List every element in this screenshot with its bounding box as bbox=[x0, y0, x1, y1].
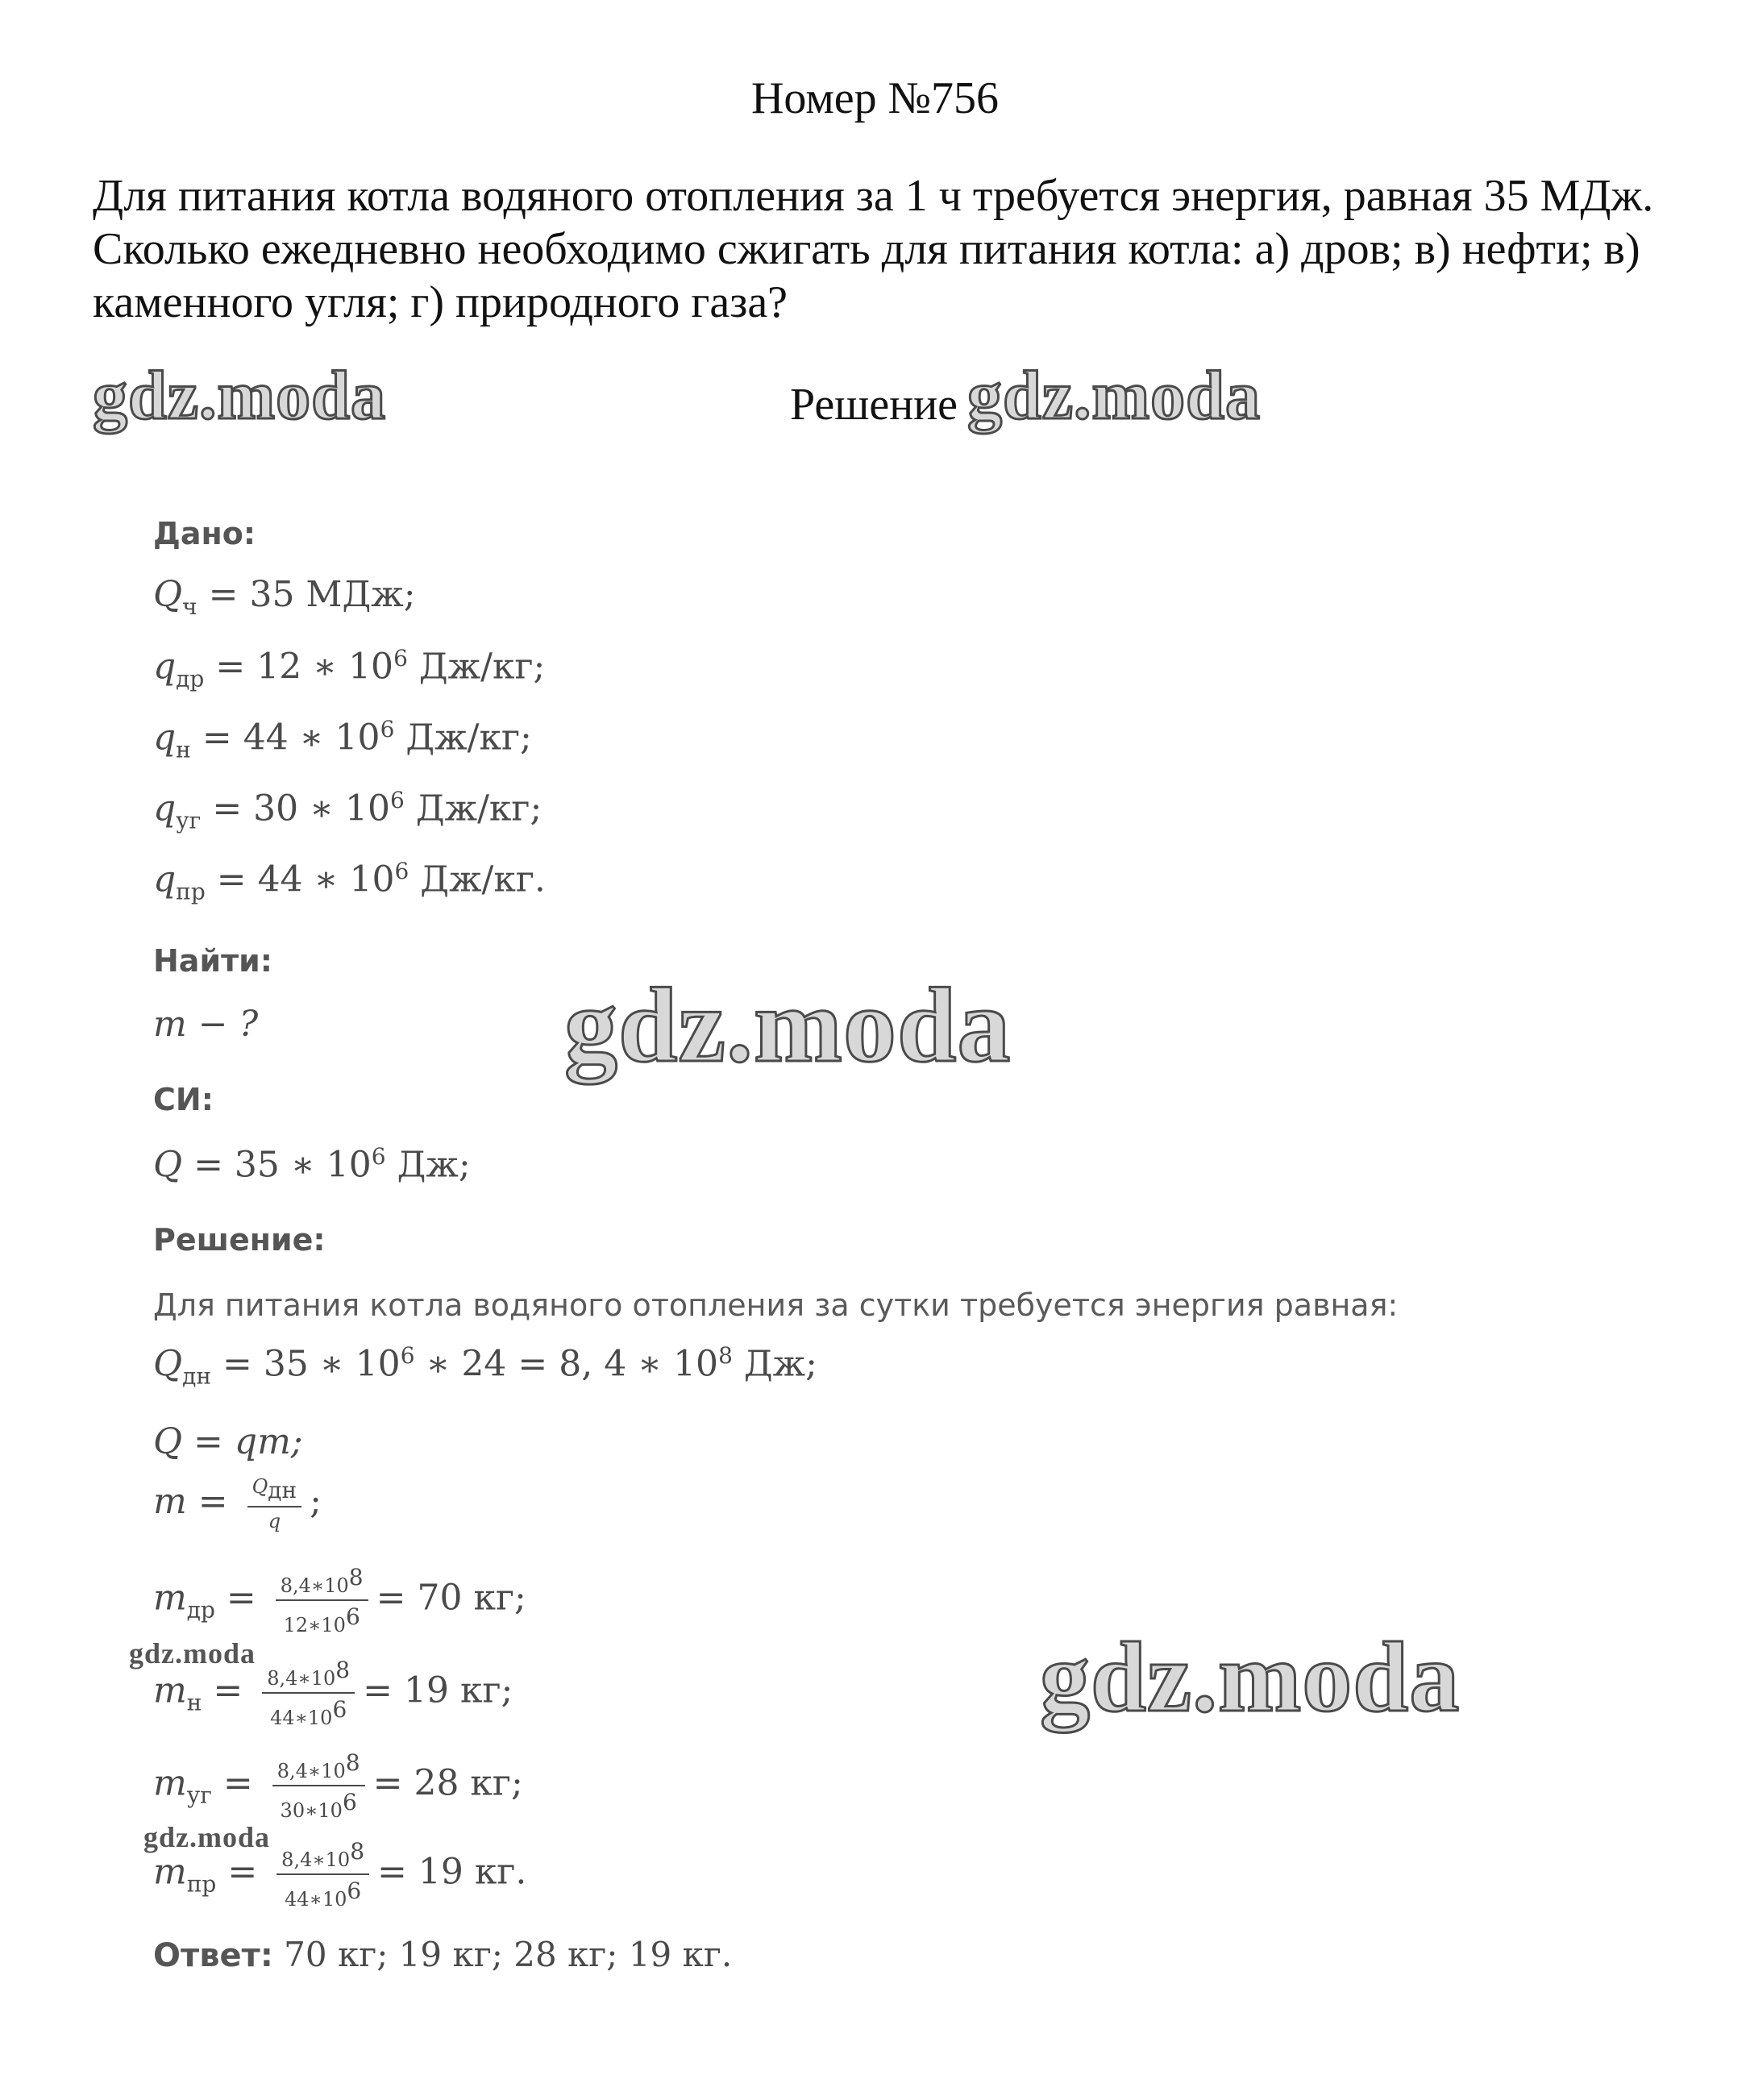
watermark-small: gdz.moda bbox=[143, 1821, 271, 1853]
given-q-oil: $q_н = 44$ ∗ $10^6$ Дж/кг; bbox=[153, 716, 532, 763]
m-coal: $m_{уг}$ = $\frac{8,4∗10^8}{30∗10^6}$ = 28 кг; bbox=[153, 1749, 523, 1822]
m-eq: m = $\frac{Q_{дн}}{q}$ ; bbox=[153, 1475, 322, 1532]
given-q-hour: $Q_ч = 35$ МДж; bbox=[153, 574, 416, 620]
fraction: $\frac{8,4∗10^8}{44∗10^6}$ bbox=[276, 1838, 369, 1911]
m-gas: $m_{пр}$ = $\frac{8,4∗10^8}{44∗10^6}$ = 19 кг. bbox=[153, 1838, 527, 1911]
si-label: СИ: bbox=[153, 1082, 214, 1117]
solution-heading: Решение bbox=[790, 380, 958, 430]
m-oil: $m_н$ = $\frac{8,4∗10^8}{44∗10^6}$ = 19 кг; bbox=[153, 1657, 513, 1729]
m-wood: $m_{др}$ = $\frac{8,4∗10^8}{12∗10^6}$ = 70 кг; bbox=[153, 1564, 526, 1636]
watermark: gdz.moda bbox=[967, 356, 1261, 434]
fraction: $\frac{8,4∗10^8}{12∗10^6}$ bbox=[276, 1564, 368, 1636]
fraction: $\frac{8,4∗10^8}{30∗10^6}$ bbox=[272, 1749, 365, 1822]
fraction: $\frac{Q_{дн}}{q}$ bbox=[247, 1475, 302, 1532]
find-expr: m − ? bbox=[153, 1004, 259, 1045]
given-label: Дано: bbox=[153, 516, 256, 551]
task-text: Для питания котла водяного отопления за 1 ч требуется энергия, равная 35 МДж. Сколько ежедневно необходимо сжигать для питания котла: а) дров; в) нефти; в) каменного угля; г) природного газа? bbox=[93, 171, 1654, 327]
solution-label: Решение: bbox=[153, 1222, 326, 1258]
si-q: Q = 35 ∗ $10^6$ Дж; bbox=[153, 1143, 471, 1186]
find-label: Найти: bbox=[153, 943, 272, 979]
given-q-coal: $q_{уг} = 30$ ∗ $10^6$ Дж/кг; bbox=[153, 787, 542, 834]
q-eq: Q = qm; bbox=[153, 1421, 303, 1462]
answer: Ответ: 70 кг; 19 кг; 28 кг; 19 кг. bbox=[153, 1935, 733, 1974]
watermark: gdz.moda bbox=[93, 356, 386, 434]
given-q-wood: $q_{др} = 12$ ∗ $10^6$ Дж/кг; bbox=[153, 645, 546, 692]
page-title: Номер №756 bbox=[750, 73, 1000, 123]
solution-text: Для питания котла водяного отопления за сутки требуется энергия равная: bbox=[153, 1287, 1399, 1323]
watermark-small: gdz.moda bbox=[129, 1637, 256, 1670]
watermark: gdz.moda bbox=[1040, 1622, 1461, 1732]
fraction: $\frac{8,4∗10^8}{44∗10^6}$ bbox=[262, 1657, 355, 1729]
watermark: gdz.moda bbox=[564, 966, 1012, 1084]
q-day: $Q_{дн} = 35$ ∗ $10^6$ ∗ 24 = 8, 4 ∗ $10^8$ Дж; bbox=[153, 1342, 817, 1390]
given-q-gas: $q_{пр} = 44$ ∗ $10^6$ Дж/кг. bbox=[153, 858, 546, 905]
